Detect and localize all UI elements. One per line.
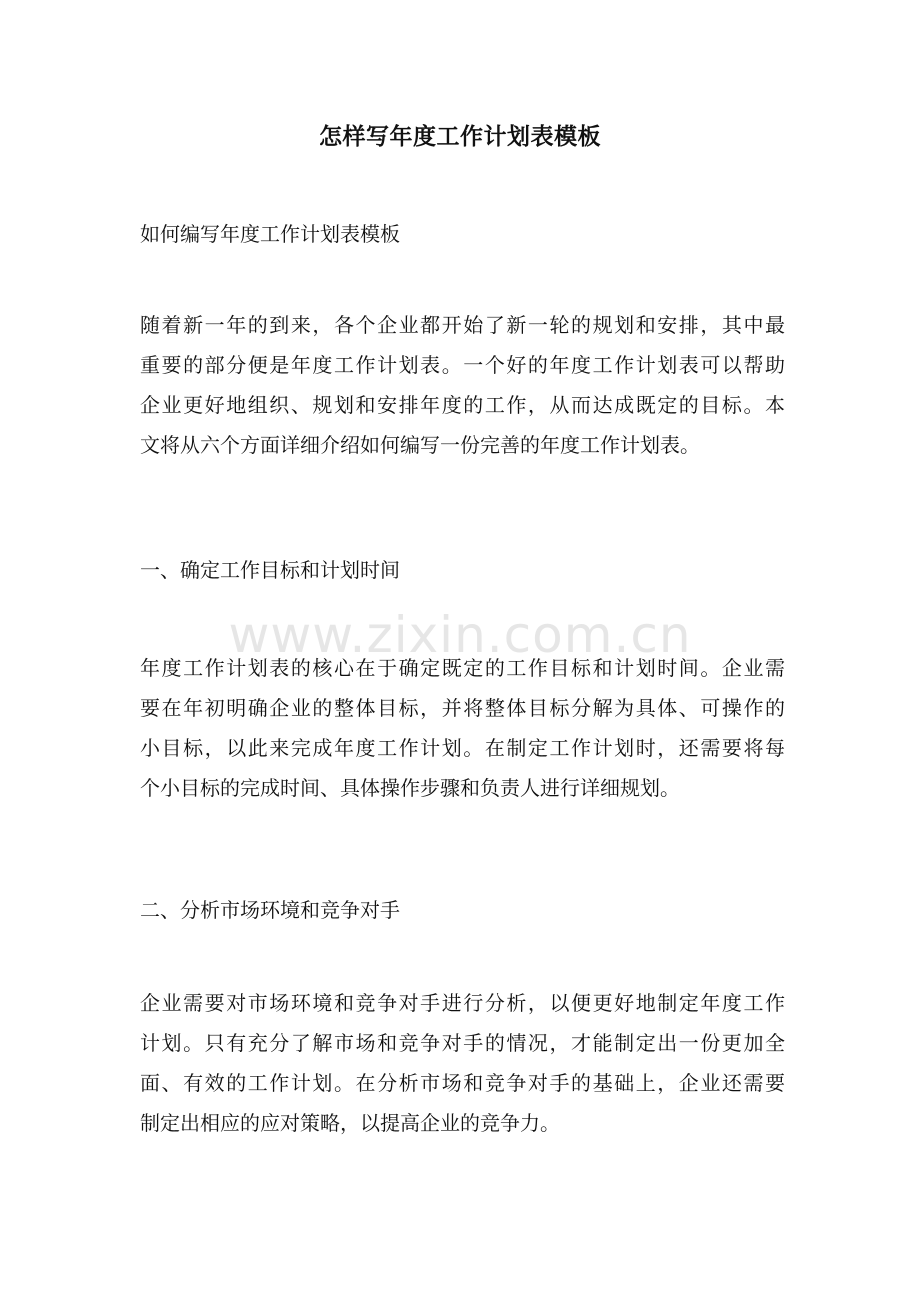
- section2-line: 企业需要对市场环境和竞争对手进行分析，以便更好地制定年度工作: [140, 991, 785, 1015]
- intro-line: 企业更好地组织、规划和安排年度的工作，从而达成既定的目标。本: [140, 393, 785, 417]
- section2-paragraph: [140, 983, 785, 1143]
- section2-line: 计划。只有充分了解市场和竞争对手的情况，才能制定出一份更加全: [140, 1031, 785, 1055]
- watermark: www.zixin.com.cn: [228, 606, 692, 664]
- section1-line: 个小目标的完成时间、具体操作步骤和负责人进行详细规划。: [140, 776, 680, 800]
- section1-line: 要在年初明确企业的整体目标，并将整体目标分解为具体、可操作的: [140, 696, 785, 720]
- intro-line: 文将从六个方面详细介绍如何编写一份完善的年度工作计划表。: [140, 433, 700, 457]
- section1-heading: 一、确定工作目标和计划时间: [140, 558, 400, 582]
- section1-line: 年度工作计划表的核心在于确定既定的工作目标和计划时间。企业需: [140, 656, 785, 680]
- section1-paragraph: [140, 648, 785, 808]
- section2-line: 面、有效的工作计划。在分析市场和竞争对手的基础上，企业还需要: [140, 1071, 785, 1095]
- document-subtitle: 如何编写年度工作计划表模板: [140, 222, 400, 246]
- intro-paragraph: [140, 305, 785, 465]
- intro-line: 随着新一年的到来，各个企业都开始了新一轮的规划和安排，其中最: [140, 313, 785, 337]
- document-title: 怎样写年度工作计划表模板: [319, 123, 601, 150]
- section1-line: 小目标，以此来完成年度工作计划。在制定工作计划时，还需要将每: [140, 736, 785, 760]
- section2-line: 制定出相应的应对策略，以提高企业的竞争力。: [140, 1111, 560, 1135]
- section2-heading: 二、分析市场环境和竞争对手: [140, 898, 400, 922]
- intro-line: 重要的部分便是年度工作计划表。一个好的年度工作计划表可以帮助: [140, 353, 785, 377]
